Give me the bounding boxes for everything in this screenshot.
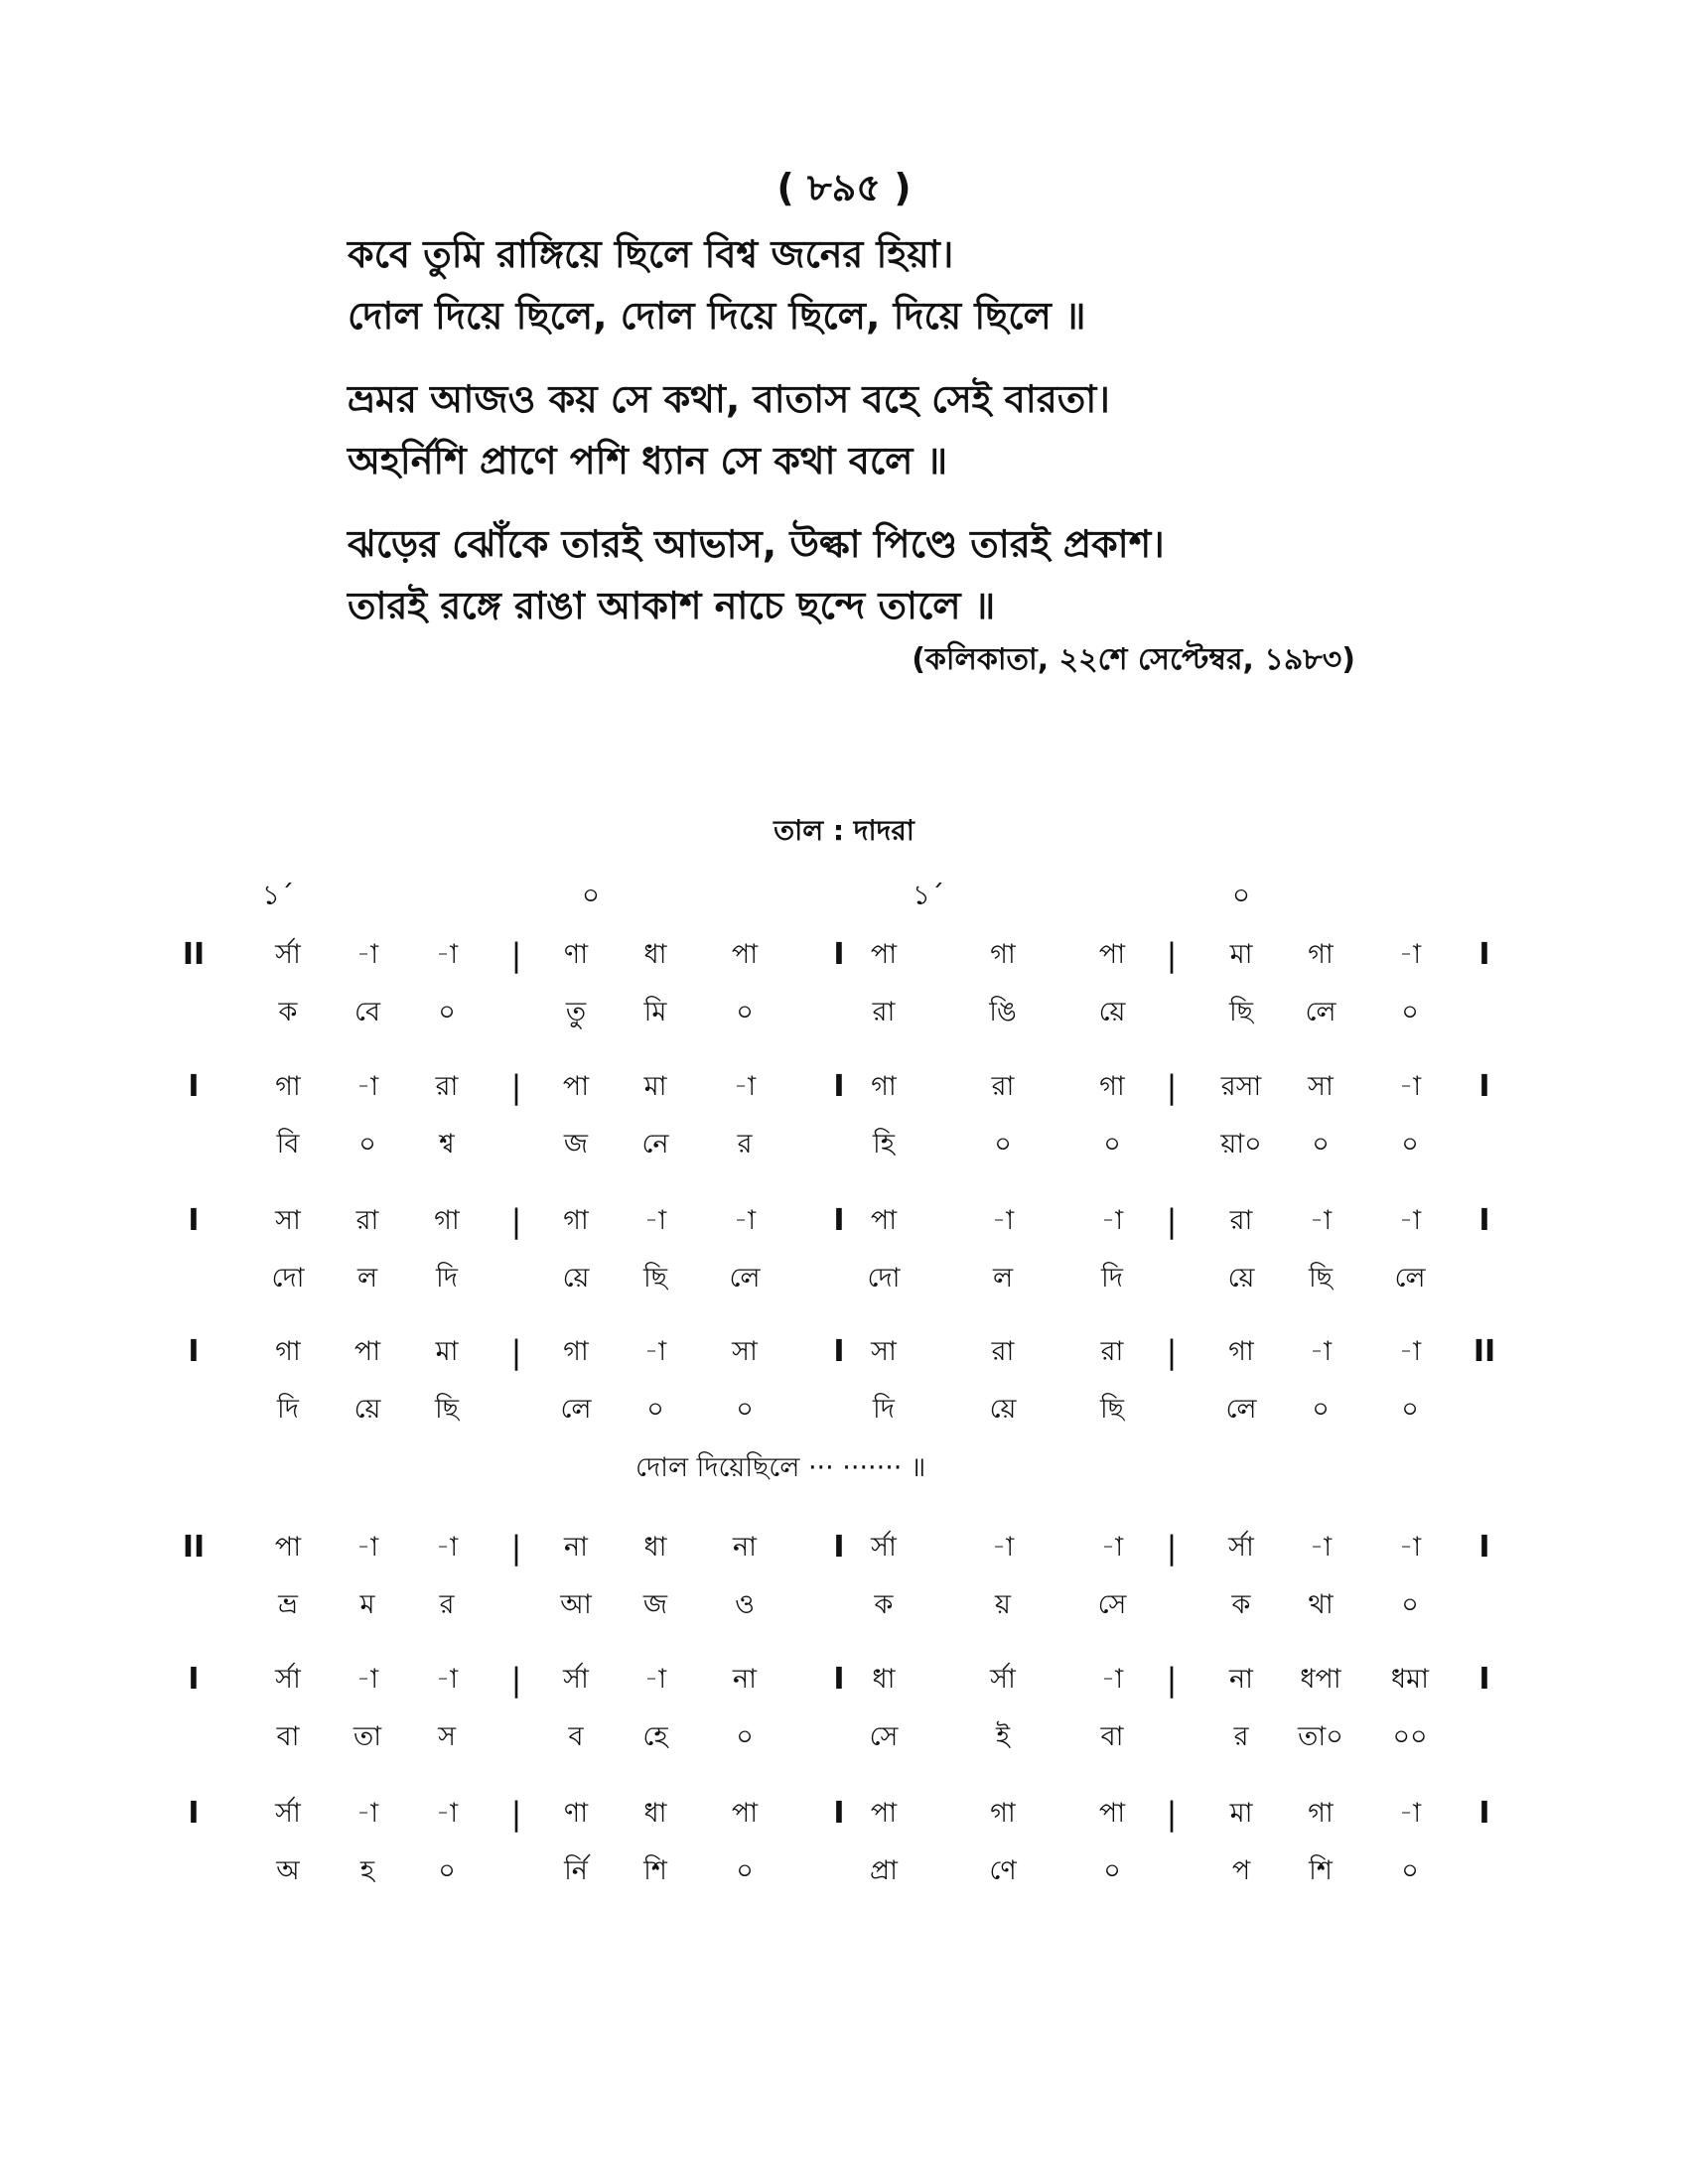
lyric-syllable: লে xyxy=(1225,1394,1257,1425)
swara-note: -া xyxy=(355,939,379,970)
swara-note: -া xyxy=(1398,1336,1422,1367)
swara-note: ধা xyxy=(643,1798,667,1829)
swara-note: সা xyxy=(275,1205,301,1236)
lyric-syllable: ঙি xyxy=(989,997,1017,1027)
lyric-syllable: লে xyxy=(729,1263,761,1294)
lyric-syllable: ০ xyxy=(1312,1129,1330,1160)
bar-line: | xyxy=(510,936,522,974)
swara-note: -া xyxy=(1100,1532,1124,1563)
lyric-syllable: য়ে xyxy=(1227,1263,1255,1294)
start-bar-line: I xyxy=(188,1069,200,1104)
lyric-syllable: ছি xyxy=(1228,997,1254,1027)
lyric-syllable: লে xyxy=(1305,997,1336,1027)
lyric-syllable: ০০ xyxy=(1392,1721,1428,1752)
swara-note: গা xyxy=(871,1071,897,1102)
swara-note: রা xyxy=(435,1071,459,1102)
lyric-syllable: ০ xyxy=(358,1129,376,1160)
swara-note: -া xyxy=(1100,1205,1124,1236)
swara-note: -া xyxy=(355,1532,379,1563)
lyric-syllable: বা xyxy=(1100,1721,1124,1752)
swara-note: গা xyxy=(434,1205,460,1236)
lyric-line: ঝড়ের ঝোঁকে তারই আভাস, উল্কা পিণ্ডে তারই প্রকাশ। xyxy=(348,522,1165,566)
swara-note: গা xyxy=(1099,1071,1125,1102)
bar-line: | xyxy=(1166,1529,1178,1567)
beat-marker: ১´ xyxy=(912,879,945,911)
lyric-syllable: য়া০ xyxy=(1220,1129,1262,1160)
swara-note: না xyxy=(733,1664,757,1695)
swara-note: পা xyxy=(870,939,898,970)
lyric-syllable: প্রা xyxy=(870,1855,898,1886)
bar-line: | xyxy=(510,1333,522,1371)
lyric-syllable: ব xyxy=(568,1721,584,1752)
lyric-syllable: ভ্র xyxy=(278,1589,298,1620)
swara-note: র্সা xyxy=(871,1532,897,1563)
lyric-syllable: দো xyxy=(271,1263,305,1294)
lyric-syllable: জ xyxy=(563,1129,589,1160)
lyric-syllable: দি xyxy=(436,1263,458,1294)
start-bar-line: I xyxy=(188,1203,200,1238)
lyric-syllable: ০ xyxy=(736,1394,754,1425)
lyric-syllable: ক xyxy=(278,997,298,1027)
lyric-syllable: শ্ব xyxy=(439,1129,455,1160)
swara-note: -া xyxy=(435,1532,459,1563)
lyric-syllable: ল xyxy=(356,1263,378,1294)
swara-note: গা xyxy=(990,1798,1016,1829)
swara-note: -া xyxy=(643,1205,667,1236)
swara-note: -া xyxy=(355,1798,379,1829)
start-bar-line: I xyxy=(188,1334,200,1369)
lyric-syllable: বা xyxy=(276,1721,300,1752)
swara-note: রসা xyxy=(1220,1071,1262,1102)
lyric-syllable: ০ xyxy=(646,1394,664,1425)
swara-note: গা xyxy=(990,939,1016,970)
lyric-syllable: য়ে xyxy=(989,1394,1017,1425)
lyric-syllable: ও xyxy=(735,1589,755,1620)
swara-note: -া xyxy=(991,1205,1015,1236)
lyric-syllable: ০ xyxy=(736,1855,754,1886)
swara-note: -া xyxy=(643,1336,667,1367)
swara-note: পা xyxy=(731,1798,759,1829)
swara-note: না xyxy=(1229,1664,1253,1695)
bar-line: I xyxy=(833,1662,845,1697)
lyric-syllable: বে xyxy=(354,997,380,1027)
lyric-syllable: ০ xyxy=(1103,1129,1121,1160)
bar-line: | xyxy=(1166,1661,1178,1699)
swara-note: -া xyxy=(435,1664,459,1695)
swara-note: রা xyxy=(991,1336,1015,1367)
end-bar-line: I xyxy=(1478,1069,1490,1104)
end-bar-line: I xyxy=(1478,1796,1490,1831)
bar-line: | xyxy=(510,1529,522,1567)
end-bar-line: II xyxy=(1473,1334,1496,1369)
bar-line: I xyxy=(833,937,845,972)
lyric-syllable: ০ xyxy=(994,1129,1012,1160)
bar-line: | xyxy=(510,1661,522,1699)
place-date-signature: (কলিকাতা, ২২শে সেপ্টেম্বর, ১৯৮৩) xyxy=(912,642,1355,677)
swara-note: -া xyxy=(1100,1664,1124,1695)
start-bar-line: II xyxy=(182,1530,206,1565)
lyric-syllable: ০ xyxy=(1401,1855,1419,1886)
lyric-syllable: অ xyxy=(276,1855,300,1886)
lyric-syllable: রা xyxy=(872,997,896,1027)
beat-marker: ০ xyxy=(1231,879,1251,911)
swara-note: পা xyxy=(274,1532,302,1563)
lyric-syllable: ০ xyxy=(1401,1129,1419,1160)
lyric-syllable: ই xyxy=(995,1721,1011,1752)
swara-note: গা xyxy=(563,1336,589,1367)
lyric-syllable: সে xyxy=(869,1721,899,1752)
swara-note: রা xyxy=(1229,1205,1253,1236)
swara-note: গা xyxy=(563,1205,589,1236)
lyric-line: দোল দিয়ে ছিলে, দোল দিয়ে ছিলে, দিয়ে ছিলে ॥ xyxy=(348,294,1086,338)
bar-line: | xyxy=(1166,936,1178,974)
lyric-syllable: স xyxy=(438,1721,456,1752)
lyric-line: অহর্নিশি প্রাণে পশি ধ্যান সে কথা বলে ॥ xyxy=(348,439,948,482)
lyric-syllable: তু xyxy=(565,997,587,1027)
lyric-syllable: ছি xyxy=(642,1263,668,1294)
end-bar-line: I xyxy=(1478,937,1490,972)
swara-note: র্সা xyxy=(275,939,301,970)
swara-note: পা xyxy=(870,1205,898,1236)
swara-note: ধপা xyxy=(1300,1664,1341,1695)
swara-note: মা xyxy=(1229,939,1253,970)
swara-note: -া xyxy=(1398,1205,1422,1236)
lyric-line: তারই রঙ্গে রাঙা আকাশ নাচে ছন্দে তালে ॥ xyxy=(348,584,996,627)
lyric-line: কবে তুমি রাঙ্গিয়ে ছিলে বিশ্ব জনের হিয়া। xyxy=(348,232,954,276)
lyric-syllable: ০ xyxy=(736,997,754,1027)
tala-label: তাল : দাদরা xyxy=(774,814,914,847)
lyric-syllable: শি xyxy=(1309,1855,1333,1886)
lyric-syllable: র xyxy=(439,1589,455,1620)
lyric-syllable: দো xyxy=(867,1263,901,1294)
lyric-syllable: থা xyxy=(1308,1589,1334,1620)
swara-note: পা xyxy=(1098,1798,1126,1829)
swara-note: গা xyxy=(1308,1798,1334,1829)
start-bar-line: II xyxy=(182,937,206,972)
swara-note: -া xyxy=(733,1071,757,1102)
lyric-syllable: লে xyxy=(560,1394,592,1425)
bar-line: | xyxy=(1166,1333,1178,1371)
swara-note: ধা xyxy=(643,939,667,970)
lyric-syllable: লে xyxy=(1394,1263,1426,1294)
lyric-syllable: জ xyxy=(642,1589,668,1620)
swara-note: সা xyxy=(1308,1071,1334,1102)
bar-line: I xyxy=(833,1334,845,1369)
swara-note: ণা xyxy=(563,939,589,970)
lyric-syllable: ০ xyxy=(1312,1394,1330,1425)
beat-marker: ০ xyxy=(581,879,601,911)
lyric-syllable: মি xyxy=(643,997,667,1027)
end-bar-line: I xyxy=(1478,1203,1490,1238)
lyric-syllable: ০ xyxy=(1103,1855,1121,1886)
swara-note: -া xyxy=(1309,1336,1333,1367)
swara-note: মা xyxy=(435,1336,459,1367)
lyric-syllable: র xyxy=(737,1129,753,1160)
lyric-syllable: ০ xyxy=(1401,997,1419,1027)
swara-note: না xyxy=(733,1532,757,1563)
swara-note: -া xyxy=(355,1071,379,1102)
bar-line: | xyxy=(1166,1068,1178,1106)
lyric-syllable: দি xyxy=(873,1394,895,1425)
swara-note: -া xyxy=(1398,1532,1422,1563)
lyric-syllable: হি xyxy=(873,1129,895,1160)
swara-note: পা xyxy=(1098,939,1126,970)
swara-note: সা xyxy=(732,1336,758,1367)
bar-line: I xyxy=(833,1796,845,1831)
swara-note: ণা xyxy=(563,1798,589,1829)
swara-note: র্সা xyxy=(1228,1532,1254,1563)
lyric-syllable: শি xyxy=(643,1855,667,1886)
lyric-syllable: ০ xyxy=(438,1855,456,1886)
swara-note: সা xyxy=(871,1336,897,1367)
swara-note: র্সা xyxy=(275,1664,301,1695)
lyric-syllable: ছি xyxy=(1308,1263,1334,1294)
swara-note: মা xyxy=(643,1071,667,1102)
swara-note: -া xyxy=(355,1664,379,1695)
swara-note: -া xyxy=(643,1664,667,1695)
lyric-syllable: ছি xyxy=(434,1394,460,1425)
swara-note: না xyxy=(564,1532,588,1563)
swara-note: পা xyxy=(731,939,759,970)
swara-note: গা xyxy=(275,1336,301,1367)
swara-note: পা xyxy=(353,1336,381,1367)
swara-note: র্সা xyxy=(563,1664,589,1695)
lyric-syllable: ম xyxy=(359,1589,375,1620)
swara-note: রা xyxy=(1100,1336,1124,1367)
swara-note: -া xyxy=(1398,939,1422,970)
bar-line: | xyxy=(510,1795,522,1833)
lyric-syllable: তা xyxy=(352,1721,382,1752)
bar-line: I xyxy=(833,1069,845,1104)
swara-note: ধা xyxy=(872,1664,896,1695)
lyric-syllable: দি xyxy=(1101,1263,1123,1294)
bar-line: | xyxy=(1166,1795,1178,1833)
lyric-syllable: হ xyxy=(359,1855,375,1886)
bar-line: | xyxy=(510,1202,522,1240)
swara-note: রা xyxy=(355,1205,379,1236)
lyric-syllable: ক xyxy=(1231,1589,1251,1620)
lyric-syllable: বি xyxy=(276,1129,300,1160)
end-bar-line: I xyxy=(1478,1662,1490,1697)
swara-note: -া xyxy=(733,1205,757,1236)
lyric-syllable: য় xyxy=(995,1589,1011,1620)
lyric-syllable: ০ xyxy=(1401,1589,1419,1620)
swara-note: ধা xyxy=(643,1532,667,1563)
lyric-syllable: নে xyxy=(641,1129,669,1160)
lyric-syllable: র xyxy=(1233,1721,1249,1752)
lyric-syllable: তা০ xyxy=(1298,1721,1343,1752)
start-bar-line: I xyxy=(188,1796,200,1831)
swara-note: পা xyxy=(870,1798,898,1829)
end-bar-line: I xyxy=(1478,1530,1490,1565)
swara-note: রা xyxy=(991,1071,1015,1102)
lyric-syllable: আ xyxy=(560,1589,592,1620)
lyric-syllable: হে xyxy=(642,1721,668,1752)
swara-note: গা xyxy=(1228,1336,1254,1367)
swara-note: -া xyxy=(1309,1205,1333,1236)
page-number: ( ৮৯৫ ) xyxy=(776,166,912,209)
swara-note: -া xyxy=(435,939,459,970)
lyric-syllable: য়ে xyxy=(353,1394,381,1425)
refrain-indicator: দোল দিয়েছিলে ··· ······· ॥ xyxy=(635,1452,926,1483)
swara-note: র্সা xyxy=(275,1798,301,1829)
swara-note: -া xyxy=(1398,1798,1422,1829)
lyric-syllable: য়ে xyxy=(562,1263,590,1294)
lyric-syllable: ০ xyxy=(438,997,456,1027)
swara-note: ধমা xyxy=(1391,1664,1429,1695)
swara-note: -া xyxy=(1398,1071,1422,1102)
lyric-syllable: ছি xyxy=(1099,1394,1125,1425)
lyric-syllable: ল xyxy=(992,1263,1014,1294)
lyric-syllable: ০ xyxy=(1401,1394,1419,1425)
start-bar-line: I xyxy=(188,1662,200,1697)
swara-note: গা xyxy=(275,1071,301,1102)
lyric-syllable: র্নি xyxy=(564,1855,588,1886)
lyric-line: ভ্রমর আজও কয় সে কথা, বাতাস বহে সেই বারতা। xyxy=(348,377,1110,421)
lyric-syllable: প xyxy=(1231,1855,1251,1886)
swara-note: পা xyxy=(562,1071,590,1102)
lyric-syllable: দি xyxy=(277,1394,299,1425)
bar-line: I xyxy=(833,1530,845,1565)
bar-line: | xyxy=(1166,1202,1178,1240)
lyric-syllable: ক xyxy=(874,1589,894,1620)
swara-note: র্সা xyxy=(990,1664,1016,1695)
swara-note: মা xyxy=(1229,1798,1253,1829)
bar-line: I xyxy=(833,1203,845,1238)
lyric-syllable: য়ে xyxy=(1098,997,1126,1027)
lyric-syllable: ০ xyxy=(736,1721,754,1752)
swara-note: -া xyxy=(991,1532,1015,1563)
lyric-syllable: সে xyxy=(1097,1589,1127,1620)
beat-marker: ১´ xyxy=(261,879,295,911)
lyric-syllable: ণে xyxy=(989,1855,1017,1886)
swara-note: গা xyxy=(1308,939,1334,970)
swara-note: -া xyxy=(435,1798,459,1829)
bar-line: | xyxy=(510,1068,522,1106)
swara-note: -া xyxy=(1309,1532,1333,1563)
